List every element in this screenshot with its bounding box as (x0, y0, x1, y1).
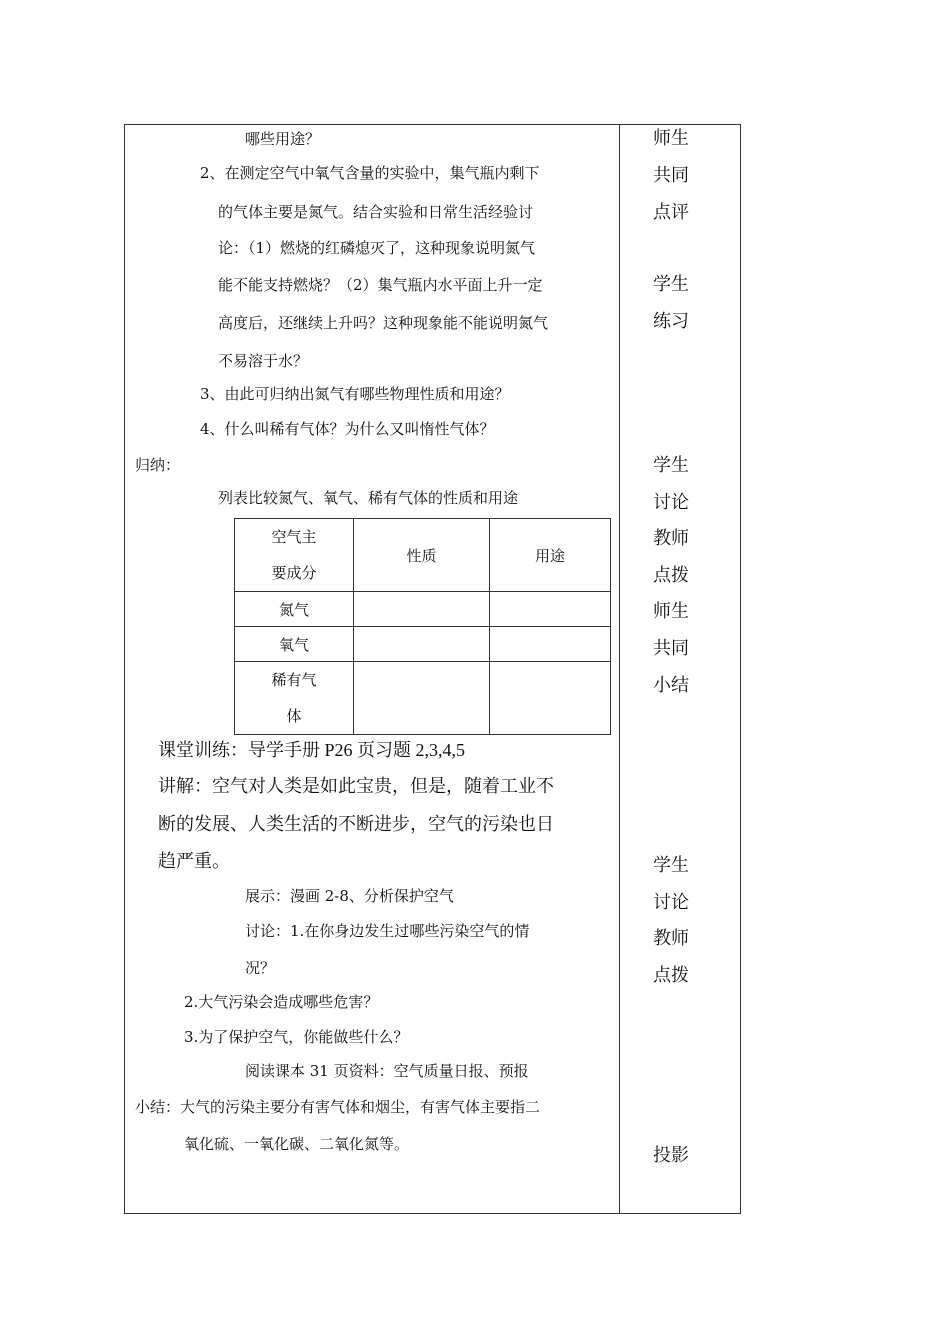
side-note: 投影 (653, 1145, 689, 1166)
table-row (235, 592, 611, 627)
table-row (235, 662, 611, 735)
header-cell-properties: 性质 (354, 519, 490, 592)
discussion-item-2: 2.大气污染会造成哪些危害？ (184, 993, 379, 1011)
column-divider (619, 124, 620, 1214)
side-note: 练习 (653, 311, 689, 332)
side-note: 共同 (653, 638, 689, 659)
side-note: 小结 (653, 675, 689, 696)
row-label-oxygen: 氧气 (235, 627, 354, 662)
lecture-line: 趋严重。 (158, 851, 230, 871)
summary-line: 氧化硫、一氧化碳、二氧化氮等。 (184, 1135, 410, 1153)
text-line: 高度后，还继续上升吗？这种现象能不能说明氮气 (218, 314, 549, 332)
header-cell-uses: 用途 (490, 519, 611, 592)
side-note: 教师 (653, 528, 689, 549)
side-note: 学生 (653, 455, 689, 476)
side-note: 点拨 (653, 565, 689, 586)
comparison-table (234, 518, 611, 735)
classroom-exercise: 课堂训练：导学手册 P26 页习题 2,3,4,5 (158, 740, 466, 760)
text-line: 能不能支持燃烧？（2）集气瓶内水平面上升一定 (218, 276, 543, 294)
discussion-item-3: 3.为了保护空气，你能做些什么？ (184, 1028, 409, 1046)
empty-cell (490, 662, 611, 735)
empty-cell (354, 592, 490, 627)
side-note: 点评 (653, 202, 689, 223)
table-row (235, 627, 611, 662)
side-note: 共同 (653, 165, 689, 186)
header-cell-line: 要成分 (271, 564, 317, 582)
row-label-nitrogen: 氮气 (235, 592, 354, 627)
empty-cell (354, 627, 490, 662)
row-label-line: 稀有气 (271, 671, 317, 689)
question-2: 2、在测定空气中氧气含量的实验中，集气瓶内剩下 (200, 164, 540, 182)
side-note: 讨论 (653, 892, 689, 913)
side-note: 师生 (653, 128, 689, 149)
side-note: 学生 (653, 855, 689, 876)
empty-cell (490, 592, 611, 627)
text-line: 哪些用途？ (245, 130, 321, 148)
header-cell-line: 空气主 (271, 528, 317, 546)
side-note: 点拨 (653, 965, 689, 986)
lecture-line: 讲解：空气对人类是如此宝贵，但是，随着工业不 (158, 776, 554, 796)
side-note: 教师 (653, 928, 689, 949)
summary-heading: 归纳： (135, 456, 181, 474)
header-cell-component (235, 519, 354, 592)
side-note: 讨论 (653, 492, 689, 513)
discussion-line: 讨论：1.在你身边发生过哪些污染空气的情 (245, 922, 530, 940)
empty-cell (490, 627, 611, 662)
text-line: 的气体主要是氮气。结合实验和日常生活经验讨 (218, 203, 534, 221)
table-header-row (235, 519, 611, 592)
lecture-line: 断的发展、人类生活的不断进步，空气的污染也日 (158, 814, 554, 834)
side-note: 学生 (653, 274, 689, 295)
reading-line: 阅读课本 31 页资料：空气质量日报、预报 (245, 1062, 529, 1080)
question-3: 3、由此可归纳出氮气有哪些物理性质和用途？ (200, 385, 510, 403)
text-line: 论：（1）燃烧的红磷熄灭了，这种现象说明氮气 (218, 239, 536, 257)
discussion-line: 况？ (245, 959, 276, 977)
row-label-noble-gas (235, 662, 354, 735)
summary-line: 小结：大气的污染主要分有害气体和烟尘，有害气体主要指二 (135, 1098, 541, 1116)
text-line: 不易溶于水？ (218, 352, 309, 370)
empty-cell (354, 662, 490, 735)
row-label-line: 体 (286, 707, 302, 725)
table-caption: 列表比较氮气、氧气、稀有气体的性质和用途 (218, 489, 519, 507)
display-line: 展示：漫画 2-8、分析保护空气 (245, 887, 454, 905)
side-note: 师生 (653, 601, 689, 622)
question-4: 4、什么叫稀有气体？为什么又叫惰性气体？ (200, 420, 495, 438)
